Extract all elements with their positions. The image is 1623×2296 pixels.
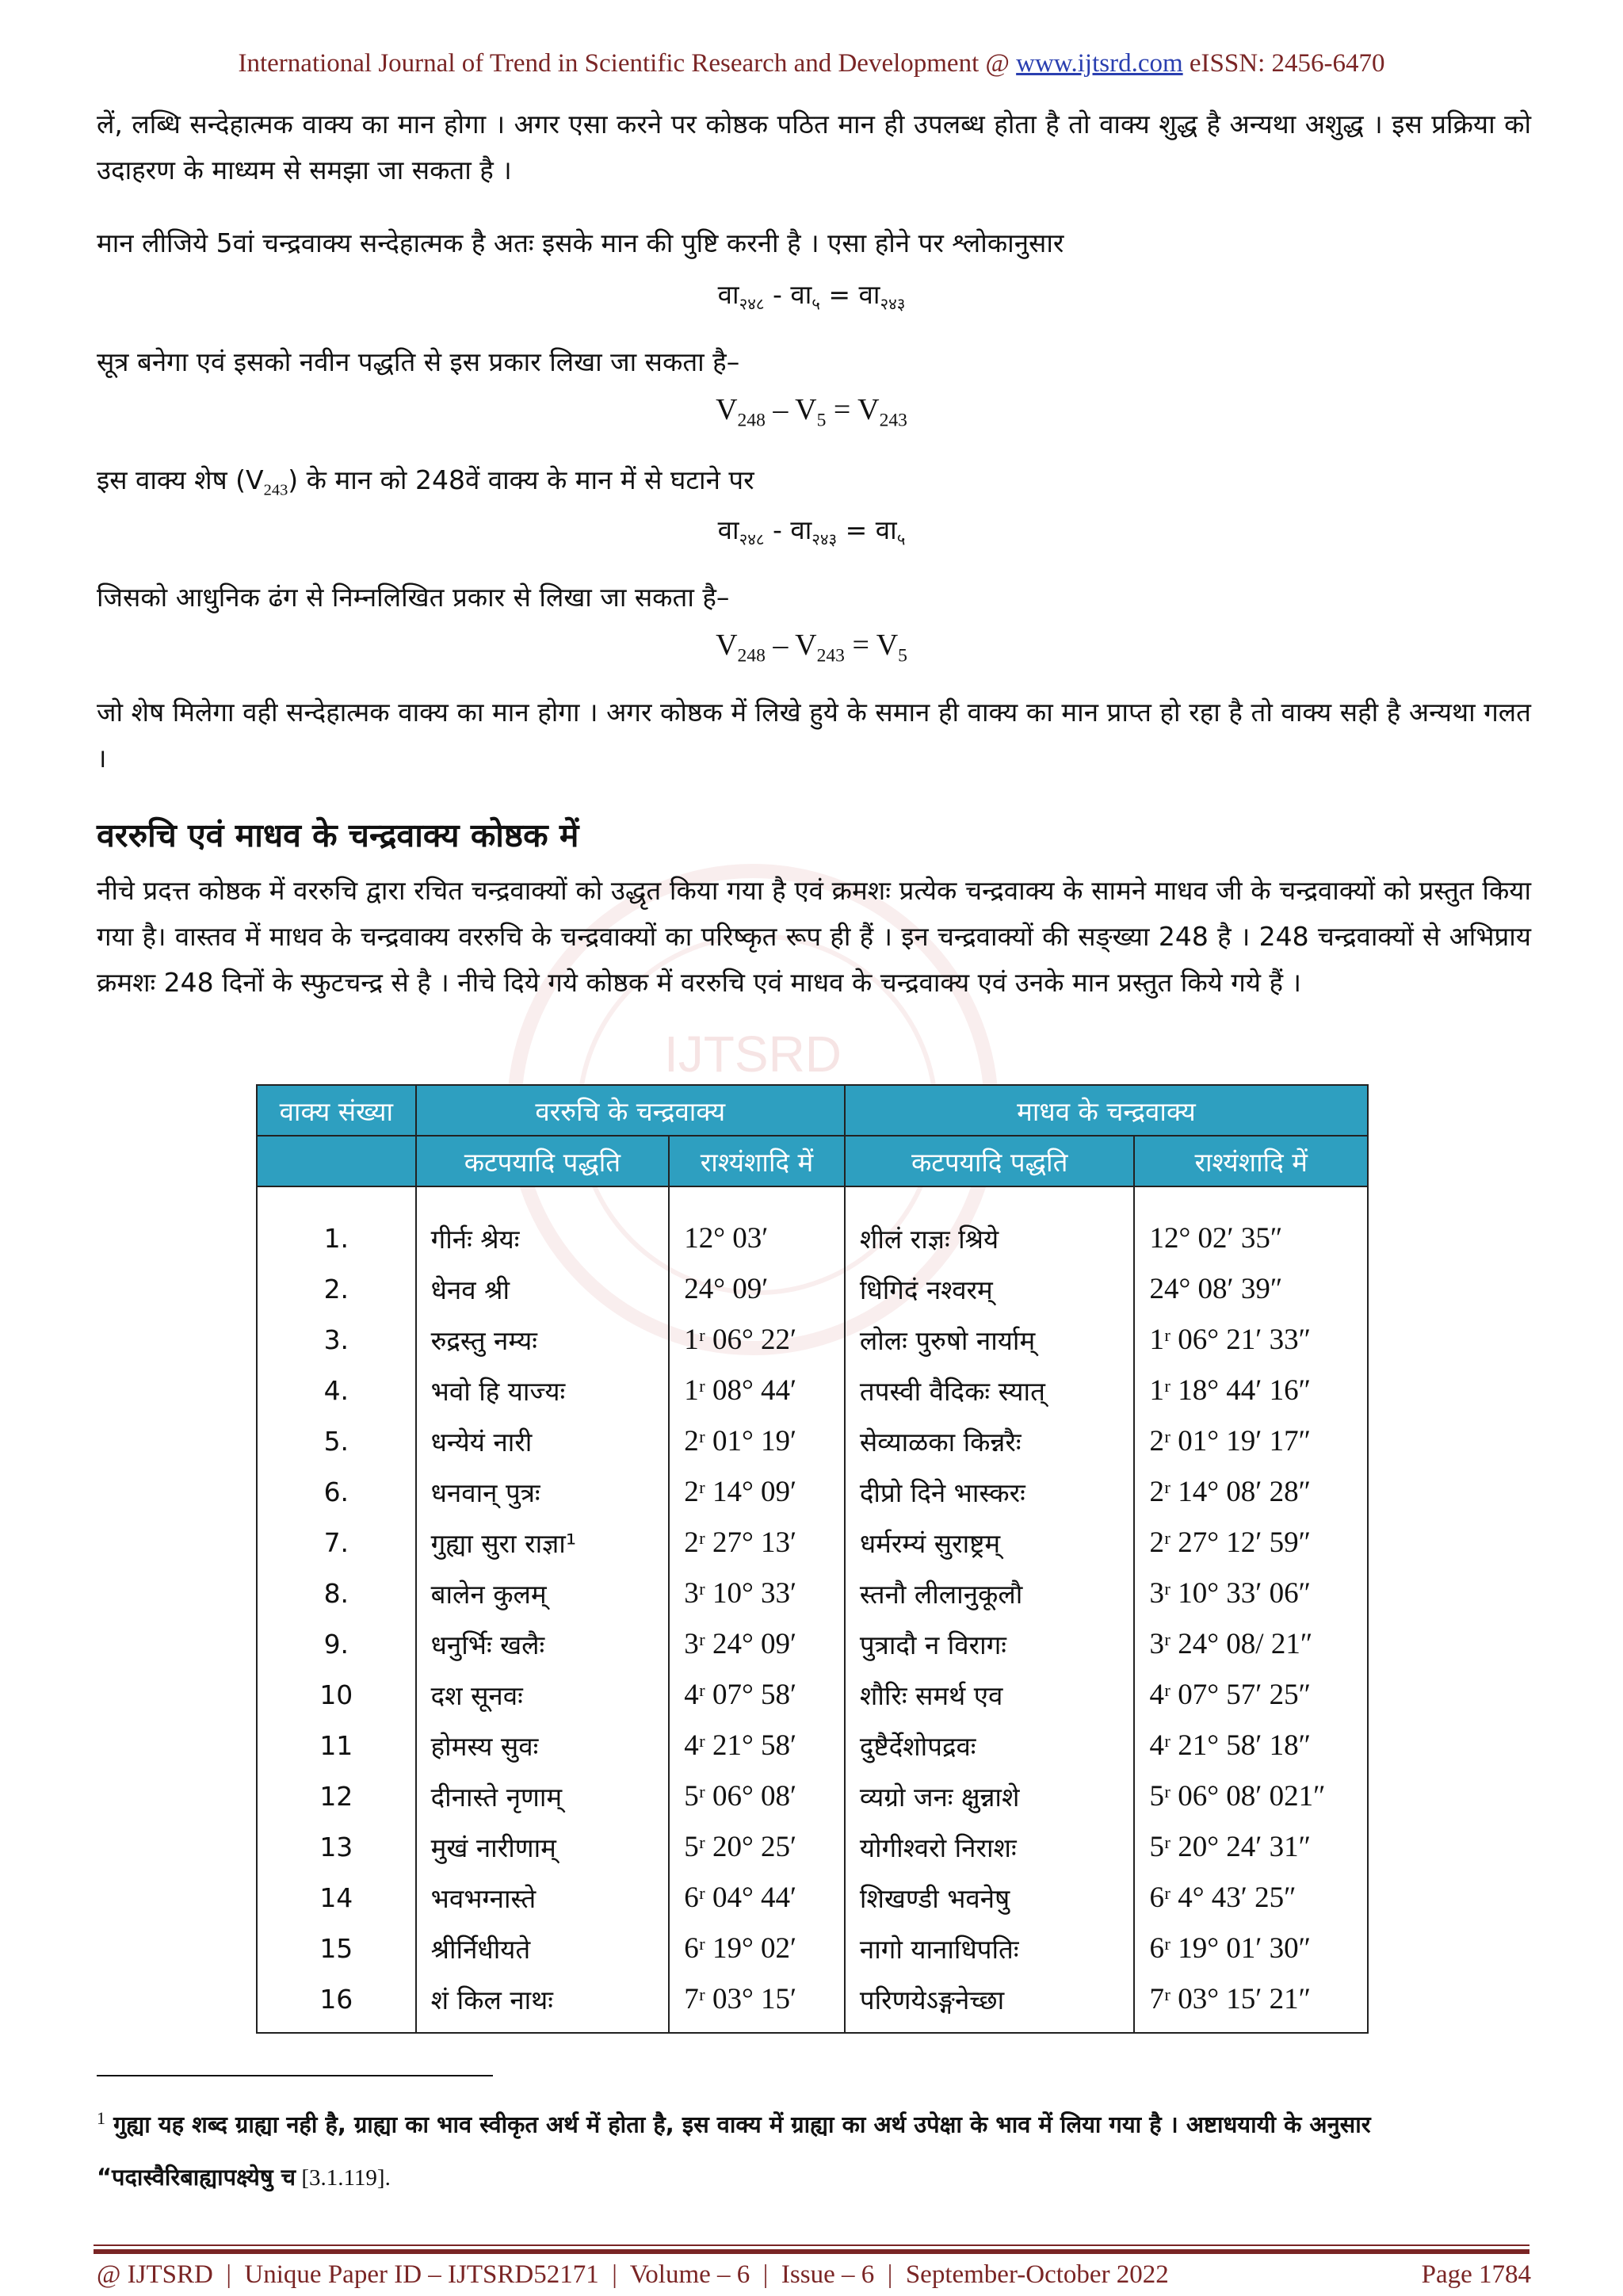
table-row [257,1186,1368,1263]
madhava-sentence: शिखण्डी भवनेषु [845,1872,1135,1923]
madhava-value: 6ʳ 19° 01′ 30″ [1134,1923,1368,1973]
vararuchi-sentence: शं किल नाथः [416,1973,670,2033]
table-row [257,1821,1368,1872]
vararuchi-value: 5ʳ 20° 25′ [669,1821,845,1872]
madhava-value: 1ʳ 18° 44′ 16″ [1134,1365,1368,1415]
madhava-value: 5ʳ 06° 08′ 021″ [1134,1771,1368,1821]
table-row [257,1415,1368,1466]
row-number: 5. [257,1415,416,1466]
vararuchi-value: 3ʳ 24° 09′ [669,1618,845,1669]
header-vararuchi: वररुचि के चन्द्रवाक्य [416,1085,845,1136]
row-number: 8. [257,1568,416,1618]
madhava-sentence: शौरिः समर्थ एव [845,1669,1135,1720]
paragraph-2: मान लीजिये 5वां चन्द्रवाक्य सन्देहात्मक है अतः इसके मान की पुष्टि करनी है । एसा होने पर श्लोकानुसार [97,227,1064,258]
moon-sentences-table [256,1084,1369,2034]
madhava-sentence: परिणयेऽङ्गनेच्छा [845,1973,1135,2033]
madhava-sentence: शीलं राज्ञः श्रिये [845,1186,1135,1263]
madhava-sentence: नागो यानाधिपतिः [845,1923,1135,1973]
vararuchi-value: 4ʳ 21° 58′ [669,1720,845,1771]
madhava-sentence: सेव्याळका किन्नरैः [845,1415,1135,1466]
row-number: 1. [257,1186,416,1263]
equation-4: $V_{248} - V_{243} = V_5$ [716,628,907,667]
table-row [257,1365,1368,1415]
vararuchi-sentence: होमस्य सुवः [416,1720,670,1771]
madhava-value: 5ʳ 20° 24′ 31″ [1134,1821,1368,1872]
madhava-sentence: दुष्टैर्देशोपद्रवः [845,1720,1135,1771]
madhava-value: 4ʳ 07° 57′ 25″ [1134,1669,1368,1720]
vararuchi-value: 2ʳ 01° 19′ [669,1415,845,1466]
table-row [257,1669,1368,1720]
paragraph-4: इस वाक्य शेष $(V_{243})$ के मान को 248वें वाक्य के मान में से घटाने पर [97,464,754,499]
vararuchi-sentence: रुद्रस्तु नम्यः [416,1314,670,1365]
madhava-value: 2ʳ 27° 12′ 59″ [1134,1517,1368,1568]
vararuchi-value: 3ʳ 10° 33′ [669,1568,845,1618]
vararuchi-value: 2ʳ 14° 09′ [669,1466,845,1517]
table-row [257,1618,1368,1669]
madhava-value: 24° 08′ 39″ [1134,1263,1368,1314]
row-number: 16 [257,1973,416,2033]
row-number: 10 [257,1669,416,1720]
vararuchi-value: 6ʳ 19° 02′ [669,1923,845,1973]
vararuchi-sentence: धनवान् पुत्रः [416,1466,670,1517]
madhava-value: 7ʳ 03° 15′ 21″ [1134,1973,1368,2033]
vararuchi-sentence: गुह्या सुरा राज्ञा¹ [416,1517,670,1568]
header-sentence-number: वाक्य संख्या [257,1085,416,1136]
vararuchi-sentence: धनुर्भिः खलैः [416,1618,670,1669]
madhava-sentence: लोलः पुरुषो नार्याम् [845,1314,1135,1365]
footer-rule-thin [94,2244,1529,2246]
table-body [257,1186,1368,2033]
table-row [257,1314,1368,1365]
subheader-katapayadi-1: कटपयादि पद्धति [416,1136,670,1186]
row-number: 2. [257,1263,416,1314]
row-number: 4. [257,1365,416,1415]
table-row [257,1517,1368,1568]
table-row [257,1466,1368,1517]
vararuchi-value: 24° 09′ [669,1263,845,1314]
vararuchi-sentence: दश सूनवः [416,1669,670,1720]
paragraph-3: सूत्र बनेगा एवं इसको नवीन पद्धति से इस प्रकार लिखा जा सकता है– [97,346,740,377]
vararuchi-sentence: भवभग्नास्ते [416,1872,670,1923]
madhava-sentence: योगीश्वरो निराशः [845,1821,1135,1872]
journal-site-link[interactable]: www.ijtsrd.com [1016,49,1183,78]
footnote-text: गुह्या यह शब्द ग्राह्या नही है, ग्राह्या का भाव स्वीकृत अर्थ में होता है, इस वाक्य में ग्राह्या का अर्थ उपेक्षा के भाव में लिया गया है । अष्टाधयायी के अनुसार [105,2111,1371,2138]
paragraph-6: जो शेष मिलेगा वही सन्देहात्मक वाक्य का मान होगा । अगर कोष्ठक में लिखे हुये के समान ही वाक्य का मान प्राप्त हो रहा है तो वाक्य सही है अन्यथा गलत । [97,697,1531,774]
madhava-sentence: पुत्रादौ न विरागः [845,1618,1135,1669]
subheader-katapayadi-2: कटपयादि पद्धति [845,1136,1135,1186]
vararuchi-sentence: गीर्नः श्रेयः [416,1186,670,1263]
footer-info: @ IJTSRD | Unique Paper ID – IJTSRD52171 | Volume – 6 | Issue – 6 | September-October 2022 [97,2260,1169,2289]
vararuchi-sentence: भवो हि याज्यः [416,1365,670,1415]
header-madhava: माधव के चन्द्रवाक्य [845,1085,1368,1136]
table-row [257,1568,1368,1618]
vararuchi-value: 6ʳ 04° 44′ [669,1872,845,1923]
row-number: 13 [257,1821,416,1872]
madhava-sentence: व्यग्रो जनः क्षुन्नाशे [845,1771,1135,1821]
madhava-value: 2ʳ 01° 19′ 17″ [1134,1415,1368,1466]
madhava-sentence: स्तनौ लीलानुकूलौ [845,1568,1135,1618]
subheader-rashi-2: राश्यंशादि में [1134,1136,1368,1186]
row-number: 11 [257,1720,416,1771]
vararuchi-value: 2ʳ 27° 13′ [669,1517,845,1568]
madhava-value: 6ʳ 4° 43′ 25″ [1134,1872,1368,1923]
vararuchi-value: 5ʳ 06° 08′ [669,1771,845,1821]
header-prefix: International Journal of Trend in Scientific Research and Development @ [238,49,1017,78]
paragraph-5: जिसको आधुनिक ढंग से निम्नलिखित प्रकार से लिखा जा सकता है– [97,582,730,613]
row-number: 6. [257,1466,416,1517]
vararuchi-sentence: दीनास्ते नृणाम् [416,1771,670,1821]
vararuchi-sentence: श्रीर्निधीयते [416,1923,670,1973]
vararuchi-value: 1ʳ 08° 44′ [669,1365,845,1415]
paragraph-1: लें, लब्धि सन्देहात्मक वाक्य का मान होगा । अगर एसा करने पर कोष्ठक पठित मान ही उपलब्ध होता है तो वाक्य शुद्ध है अन्यथा अशुद्ध । इस प्रक्रिया को उदाहरण के माध्यम से समझा जा सकता है । [97,109,1531,185]
row-number: 12 [257,1771,416,1821]
madhava-sentence: धिगिदं नश्वरम् [845,1263,1135,1314]
vararuchi-sentence: बालेन कुलम् [416,1568,670,1618]
table-row [257,1923,1368,1973]
madhava-sentence: तपस्वी वैदिकः स्यात् [845,1365,1135,1415]
madhava-value: 2ʳ 14° 08′ 28″ [1134,1466,1368,1517]
equation-3: $वा_{२४८}$ - $वा_{२४३}$ = $वा_५$ [717,514,906,549]
table-row [257,1263,1368,1314]
table-row [257,1771,1368,1821]
madhava-value: 3ʳ 10° 33′ 06″ [1134,1568,1368,1618]
table-row [257,1973,1368,2033]
row-number: 14 [257,1872,416,1923]
madhava-sentence: धर्मरम्यं सुराष्ट्रम् [845,1517,1135,1568]
vararuchi-sentence: धन्येयं नारी [416,1415,670,1466]
watermark-text: IJTSRD [664,1026,842,1083]
footer-rule-thick [94,2249,1529,2254]
footnote-reference: [3.1.119]. [296,2164,391,2191]
header-empty [257,1136,416,1186]
vararuchi-sentence: धेनव श्री [416,1263,670,1314]
vararuchi-value: 1ʳ 06° 22′ [669,1314,845,1365]
madhava-sentence: दीप्रो दिने भास्करः [845,1466,1135,1517]
vararuchi-value: 7ʳ 03° 15′ [669,1973,845,2033]
page-number: Page 1784 [1421,2260,1531,2289]
page-footer [97,2260,1531,2290]
table-row [257,1872,1368,1923]
table-row [257,1720,1368,1771]
journal-header [0,49,1623,78]
madhava-value: 3ʳ 24° 08/ 21″ [1134,1618,1368,1669]
madhava-value: 4ʳ 21° 58′ 18″ [1134,1720,1368,1771]
madhava-value: 1ʳ 06° 21′ 33″ [1134,1314,1368,1365]
vararuchi-value: 4ʳ 07° 58′ [669,1669,845,1720]
equation-1: $वा_{२४८}$ - $वा_५$ = $वा_{२४३}$ [717,279,906,314]
row-number: 15 [257,1923,416,1973]
section-heading: वररुचि एवं माधव के चन्द्रवाक्य कोष्ठक में [97,816,579,854]
row-number: 7. [257,1517,416,1568]
footnote [97,2092,1531,2204]
footnote-line2: “पदास्वैरिबाह्यापक्ष्येषु च [97,2163,296,2191]
subheader-rashi-1: राश्यंशादि में [669,1136,845,1186]
madhava-value: 12° 02′ 35″ [1134,1186,1368,1263]
equation-2: $V_{248} - V_5 = V_{243}$ [716,393,907,431]
row-number: 3. [257,1314,416,1365]
vararuchi-value: 12° 03′ [669,1186,845,1263]
vararuchi-sentence: मुखं नारीणाम् [416,1821,670,1872]
header-suffix: eISSN: 2456-6470 [1182,49,1385,78]
footnote-rule [97,2075,493,2076]
paragraph-7: नीचे प्रदत्त कोष्ठक में वररुचि द्वारा रचित चन्द्रवाक्यों को उद्धृत किया गया है एवं क्रमशः प्रत्येक चन्द्रवाक्य के सामने माधव जी के चन्द्रवाक्यों को प्रस्तुत किया गया है। वास्तव में माधव के चन्द्रवाक्य वररुचि के चन्द्रवाक्यों का परिष्कृत रूप ही हैं । इन चन्द्रवाक्यों की सङ्ख्या 248 है । 248 चन्द्रवाक्यों से अभिप्राय क्रमशः 248 दिनों के स्फुटचन्द्र से है । नीचे दिये गये कोष्ठक में वररुचि एवं माधव के चन्द्रवाक्य एवं उनके मान प्रस्तुत किये गये हैं । [97,875,1531,998]
row-number: 9. [257,1618,416,1669]
footnote-mark: 1 [97,2108,105,2128]
